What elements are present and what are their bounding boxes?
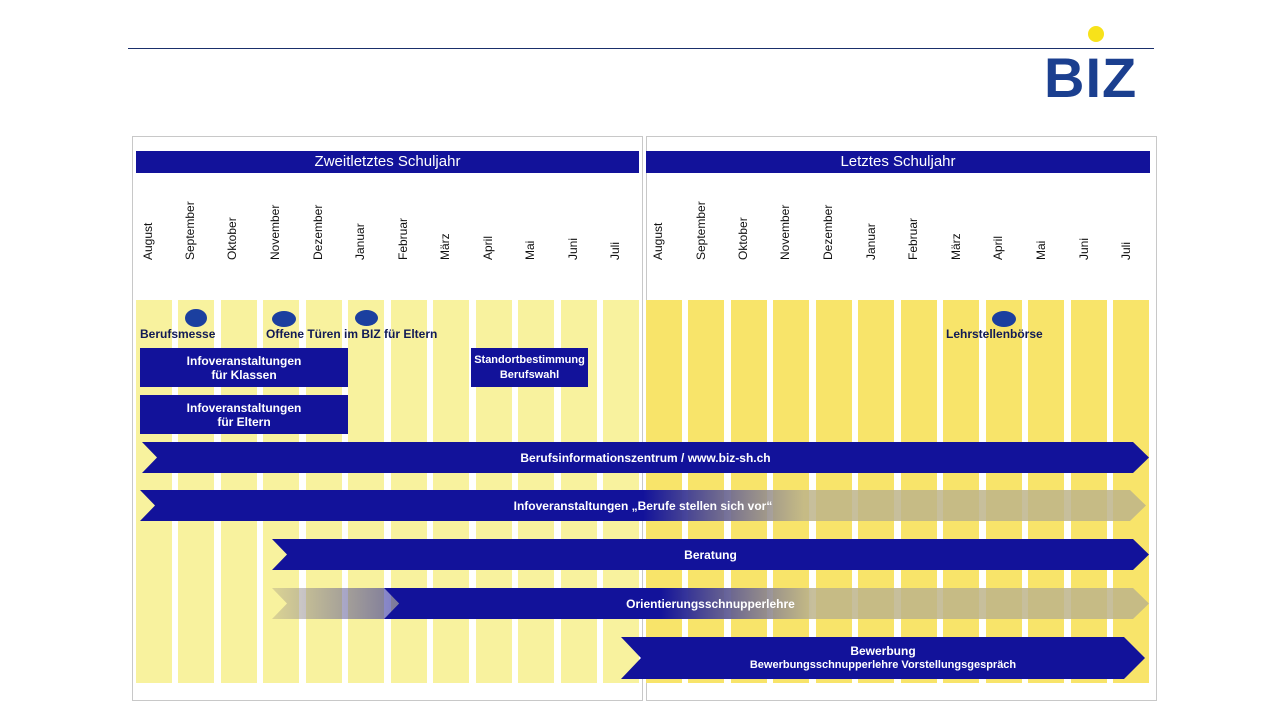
month-label-y1-jun: Juni <box>566 237 580 260</box>
box-line: Infoveranstaltungen <box>186 353 302 368</box>
month-label-y1-nov: November <box>268 204 282 260</box>
box-line: Infoveranstaltungen <box>186 400 302 415</box>
month-label-y1-aug: August <box>141 222 155 260</box>
arrow-bewerbung <box>621 637 1145 679</box>
box-line: für Eltern <box>217 414 271 429</box>
arrow-beratung <box>272 539 1149 570</box>
top-rule <box>128 48 1154 49</box>
month-label-y2-okt: Oktober <box>736 217 750 260</box>
event-label-berufsmesse: Berufsmesse <box>140 327 216 341</box>
month-label-y2-sep: September <box>694 201 708 260</box>
event-label-lehrstellenboerse: Lehrstellenbörse <box>946 327 1043 341</box>
arrow-label <box>621 637 1145 679</box>
month-label-y1-jul: Juli <box>608 241 622 260</box>
arrow-label: Infoveranstaltungen „Berufe stellen sich vor“ <box>513 498 773 513</box>
marker-lehrstellenboerse <box>992 311 1016 327</box>
logo-dot-icon <box>1088 26 1104 42</box>
arrow-label: Berufsinformationszentrum / www.biz-sh.ch <box>520 450 771 465</box>
month-label-y2-jan: Januar <box>864 223 878 260</box>
month-label-y2-nov: November <box>778 204 792 260</box>
month-label-y1-mai: Mai <box>523 240 537 260</box>
arrow-berufsinformationszentrum <box>142 442 1149 473</box>
month-label-y2-feb: Februar <box>906 217 920 260</box>
month-label-y2-mar: März <box>949 233 963 260</box>
month-label-y2-dez: Dezember <box>821 204 835 260</box>
marker-berufsmesse <box>185 309 207 327</box>
month-labels <box>0 200 1280 260</box>
marker-offene-tueren-2 <box>355 310 378 326</box>
marker-offene-tueren-1 <box>272 311 296 327</box>
box-line: Standortbestimmung <box>474 353 585 366</box>
arrow-label: Orientierungsschnupperlehre <box>626 596 795 611</box>
month-label-y2-jul: Juli <box>1119 241 1133 260</box>
logo-text: BIZ <box>1044 46 1138 109</box>
month-label-y1-sep: September <box>183 201 197 260</box>
month-label-y2-aug: August <box>651 222 665 260</box>
arrow-berufe-stellen-sich-vor <box>140 490 1146 521</box>
month-label-y1-mar: März <box>438 233 452 260</box>
month-label-y1-dez: Dezember <box>311 204 325 260</box>
box-standortbestimmung <box>471 348 588 387</box>
box-infoveranstaltungen-klassen <box>140 348 348 387</box>
month-label-y1-apr: April <box>481 235 495 260</box>
month-label-y2-jun: Juni <box>1077 237 1091 260</box>
box-line: für Klassen <box>211 367 277 382</box>
month-label-y1-okt: Oktober <box>225 217 239 260</box>
arrow-label: Beratung <box>684 547 737 562</box>
month-label-y1-jan: Januar <box>353 223 367 260</box>
month-label-y2-apr: April <box>991 235 1005 260</box>
month-label-y2-mai: Mai <box>1034 240 1048 260</box>
box-infoveranstaltungen-eltern <box>140 395 348 434</box>
event-label-offene-tueren: Offene Türen im BIZ für Eltern <box>266 327 438 341</box>
year1-header: Zweitletztes Schuljahr <box>136 151 639 173</box>
biz-logo <box>1044 24 1156 108</box>
year2-header: Letztes Schuljahr <box>646 151 1150 173</box>
box-line: Berufswahl <box>499 368 560 381</box>
arrow-label-main: Bewerbung <box>850 644 916 658</box>
arrow-label-sub: Bewerbungsschnupperlehre Vorstellungsgespräch <box>749 659 1017 671</box>
arrow-orientierungsschnupperlehre <box>272 588 1149 619</box>
month-label-y1-feb: Februar <box>396 217 410 260</box>
